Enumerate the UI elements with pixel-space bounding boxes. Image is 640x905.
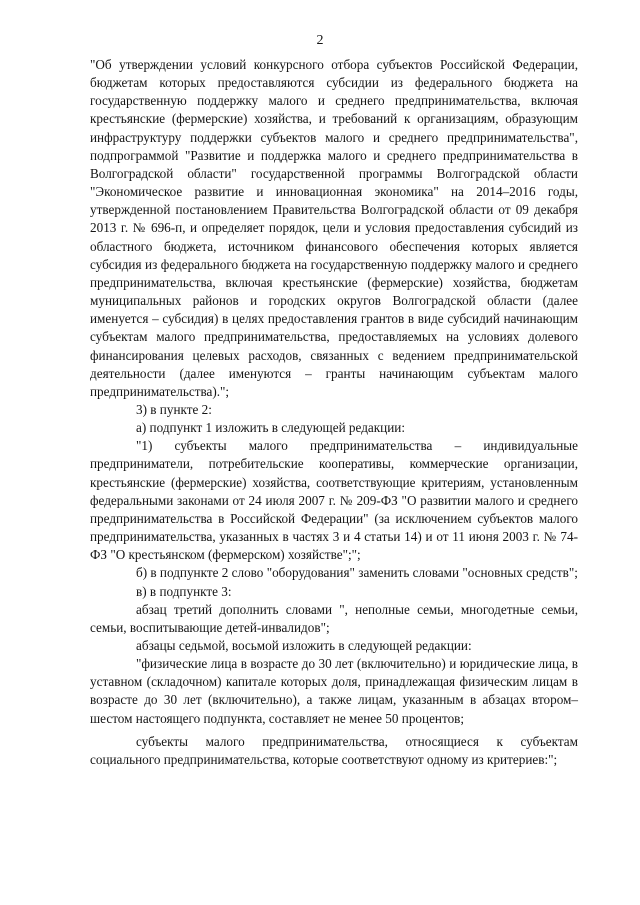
paragraph-subitem-v: в) в подпункте 3: — [136, 583, 232, 599]
document-body — [90, 56, 578, 769]
paragraph-physical-persons: "физические лица в возрасте до 30 лет (включительно) и юридические лица, в уставном (складочном) капитале которых доля, принадлежащая физическим лицам в возрасте до 30 лет (включительно), а также лицам, указанным в абзацах втором–шестом настоящего подпункта, составляет не менее 50 процентов; — [90, 656, 578, 726]
page-number: 2 — [316, 33, 324, 48]
paragraph-subitem-b: б) в подпункте 2 слово "оборудования" заменить словами "основных средств"; — [136, 565, 578, 581]
paragraph-item-3: 3) в пункте 2: — [136, 401, 212, 417]
paragraph-social-entrepreneurship: субъекты малого предпринимательства, относящиеся к субъектам социального предпринимательства, которые соответствуют одному из критериев:"; — [90, 733, 578, 767]
paragraph-continuation: "Об утверждении условий конкурсного отбора субъектов Российской Федерации, бюджетам которых предоставляются субсидии из федерального бюджета на государственную поддержку малого и среднего предпринимательства, включая крестьянские (фермерские) хозяйства, и требований к организациям, образующим инфраструктуру поддержки субъектов малого и среднего предпринимательства", подпрограммой "Развитие и поддержка малого и среднего предпринимательства в Волгоградской области" государственной программы Волгоградской области "Экономическое развитие и инновационная экономика" на 2014–2016 годы, утвержденной постановлением Правительства Волгоградской области от 09 декабря 2013 г. № 696-п, и определяет порядок, цели и условия предоставления субсидий из областного бюджета, источником финансового обеспечения которых является субсидия из федерального бюджета на государственную поддержку малого и среднего предпринимательства, включая крестьянские (фермерские) хозяйства, бюджетам муниципальных районов и городских округов Волгоградской области (далее именуется – субсидия) в целях предоставления грантов в виде субсидий начинающим субъектам малого предпринимательства, предоставляемых на условиях долевого финансирования целевых расходов, связанных с ведением предпринимательской деятельности (далее именуются – гранты начинающим субъектам малого предпринимательства)."; — [90, 57, 578, 399]
paragraph-abzatsy-sedmoy-vosmoy: абзацы седьмой, восьмой изложить в следующей редакции: — [136, 638, 472, 653]
paragraph-subitem-a: а) подпункт 1 изложить в следующей редакции: — [136, 420, 406, 436]
paragraph-abzats-tretiy: абзац третий дополнить словами ", неполные семьи, многодетные семьи, семьи, воспитывающие детей-инвалидов"; — [90, 601, 578, 635]
paragraph-subitem-1-text: "1) субъекты малого предпринимательства – индивидуальные предприниматели, потребительские кооперативы, коммерческие организации, крестьянские (фермерские) хозяйства, соответствующие критериям, установленным федеральными законами от 24 июля 2007 г. № 209-ФЗ "О развитии малого и среднего предпринимательства в Российской Федерации" (за исключением субъектов малого предпринимательства, указанных в частях 3 и 4 статьи 14) и от 11 июня 2003 г. № 74-ФЗ "О крестьянском (фермерском) хозяйстве";"; — [90, 438, 578, 563]
